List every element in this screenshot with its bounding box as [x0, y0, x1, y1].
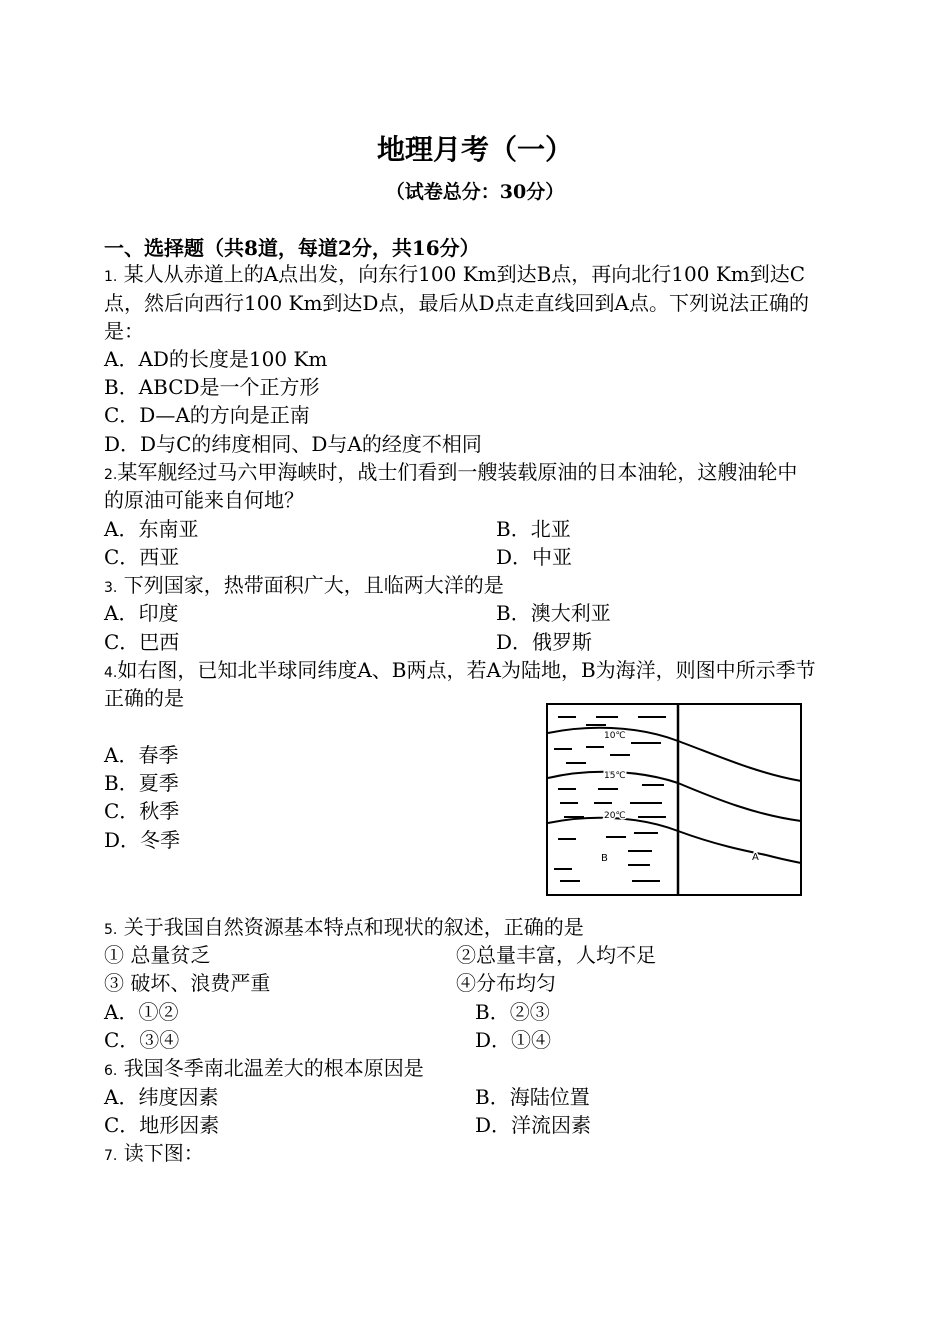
point-b-label: B: [601, 853, 608, 864]
question-number: 1.: [104, 269, 118, 285]
isotherm-label-20: 20℃: [604, 811, 626, 821]
question-5-statement-3: ③ 破坏、浪费严重: [104, 971, 271, 995]
question-4-line-1: [104, 656, 816, 687]
question-5-option-c: C．③④: [104, 1028, 180, 1052]
question-4-option-b: B．夏季: [104, 771, 179, 795]
question-5-statement-4: ④分布均匀: [456, 971, 556, 995]
question-4-line-2: 正确的是: [104, 686, 184, 710]
isotherm-label-10: 10℃: [604, 731, 626, 741]
question-number: 4.: [104, 665, 118, 681]
page-title: 地理月考（一）: [376, 133, 573, 166]
question-text: 某军舰经过马六甲海峡时，战士们看到一艘装载原油的日本油轮，这艘油轮中: [117, 460, 798, 484]
question-number: 7.: [104, 1148, 118, 1164]
page-subtitle: （试卷总分：30分）: [385, 181, 565, 203]
question-3-option-d: D．俄罗斯: [496, 630, 593, 654]
question-2-option-c: C．西亚: [104, 545, 180, 569]
question-2-option-a: A．东南亚: [104, 517, 199, 541]
question-text: 下列国家，热带面积广大，且临两大洋的是: [117, 573, 504, 597]
question-text: 某人从赤道上的A点出发，向东行100 Km到达B点，再向北行100 Km到达C: [117, 262, 806, 286]
isotherm-figure: [546, 703, 802, 896]
question-5-option-a: A．①②: [104, 1000, 179, 1024]
question-1-line-3: 是：: [104, 319, 144, 343]
question-5-statement-2: ②总量丰富，人均不足: [456, 943, 656, 967]
question-1-option-d: D．D与C的纬度相同、D与A的经度不相同: [104, 432, 482, 456]
question-5-option-b: B．②③: [475, 1000, 550, 1024]
question-4-option-a: A．春季: [104, 743, 179, 767]
question-text: 关于我国自然资源基本特点和现状的叙述，正确的是: [117, 915, 584, 939]
question-4-option-c: C．秋季: [104, 799, 180, 823]
question-number: 2.: [104, 467, 118, 483]
isotherm-label-15: 15℃: [604, 771, 626, 781]
question-number: 5.: [104, 922, 118, 938]
question-6-option-c: C．地形因素: [104, 1113, 220, 1137]
question-2-line-2: 的原油可能来自何地？: [104, 488, 304, 512]
question-text: 读下图：: [117, 1141, 204, 1165]
question-1-option-a: A．AD的长度是100 Km: [104, 347, 328, 371]
question-2-option-d: D．中亚: [496, 545, 573, 569]
question-5-line-1: [104, 913, 584, 944]
question-6-option-b: B．海陆位置: [475, 1085, 590, 1109]
question-6-option-d: D．洋流因素: [475, 1113, 592, 1137]
question-text: 如右图，已知北半球同纬度A、B两点，若A为陆地，B为海洋，则图中所示季节: [117, 658, 816, 682]
point-a-label: A: [752, 852, 759, 863]
question-3-option-b: B．澳大利亚: [496, 601, 611, 625]
question-1-option-c: C．D—A的方向是正南: [104, 403, 310, 427]
question-1-line-1: [104, 260, 805, 291]
question-6-line-1: [104, 1054, 424, 1085]
question-2-option-b: B．北亚: [496, 517, 571, 541]
question-2-line-1: [104, 458, 797, 489]
question-1-option-b: B．ABCD是一个正方形: [104, 375, 320, 399]
section-heading: 一、选择题（共8道，每道2分，共16分）: [104, 236, 480, 260]
figure-frame: [547, 704, 801, 895]
question-3-option-c: C．巴西: [104, 630, 180, 654]
question-5-option-d: D．①④: [475, 1028, 552, 1052]
question-number: 6.: [104, 1063, 118, 1079]
question-3-line-1: [104, 571, 504, 602]
question-6-option-a: A．纬度因素: [104, 1085, 219, 1109]
question-number: 3.: [104, 580, 118, 596]
question-4-option-d: D．冬季: [104, 828, 181, 852]
question-7-line-1: [104, 1139, 204, 1170]
question-text: 我国冬季南北温差大的根本原因是: [117, 1056, 424, 1080]
question-3-option-a: A．印度: [104, 601, 179, 625]
question-5-statement-1: ① 总量贫乏: [104, 943, 211, 967]
question-1-line-2: 点，然后向西行100 Km到达D点，最后从D点走直线回到A点。下列说法正确的: [104, 291, 809, 315]
